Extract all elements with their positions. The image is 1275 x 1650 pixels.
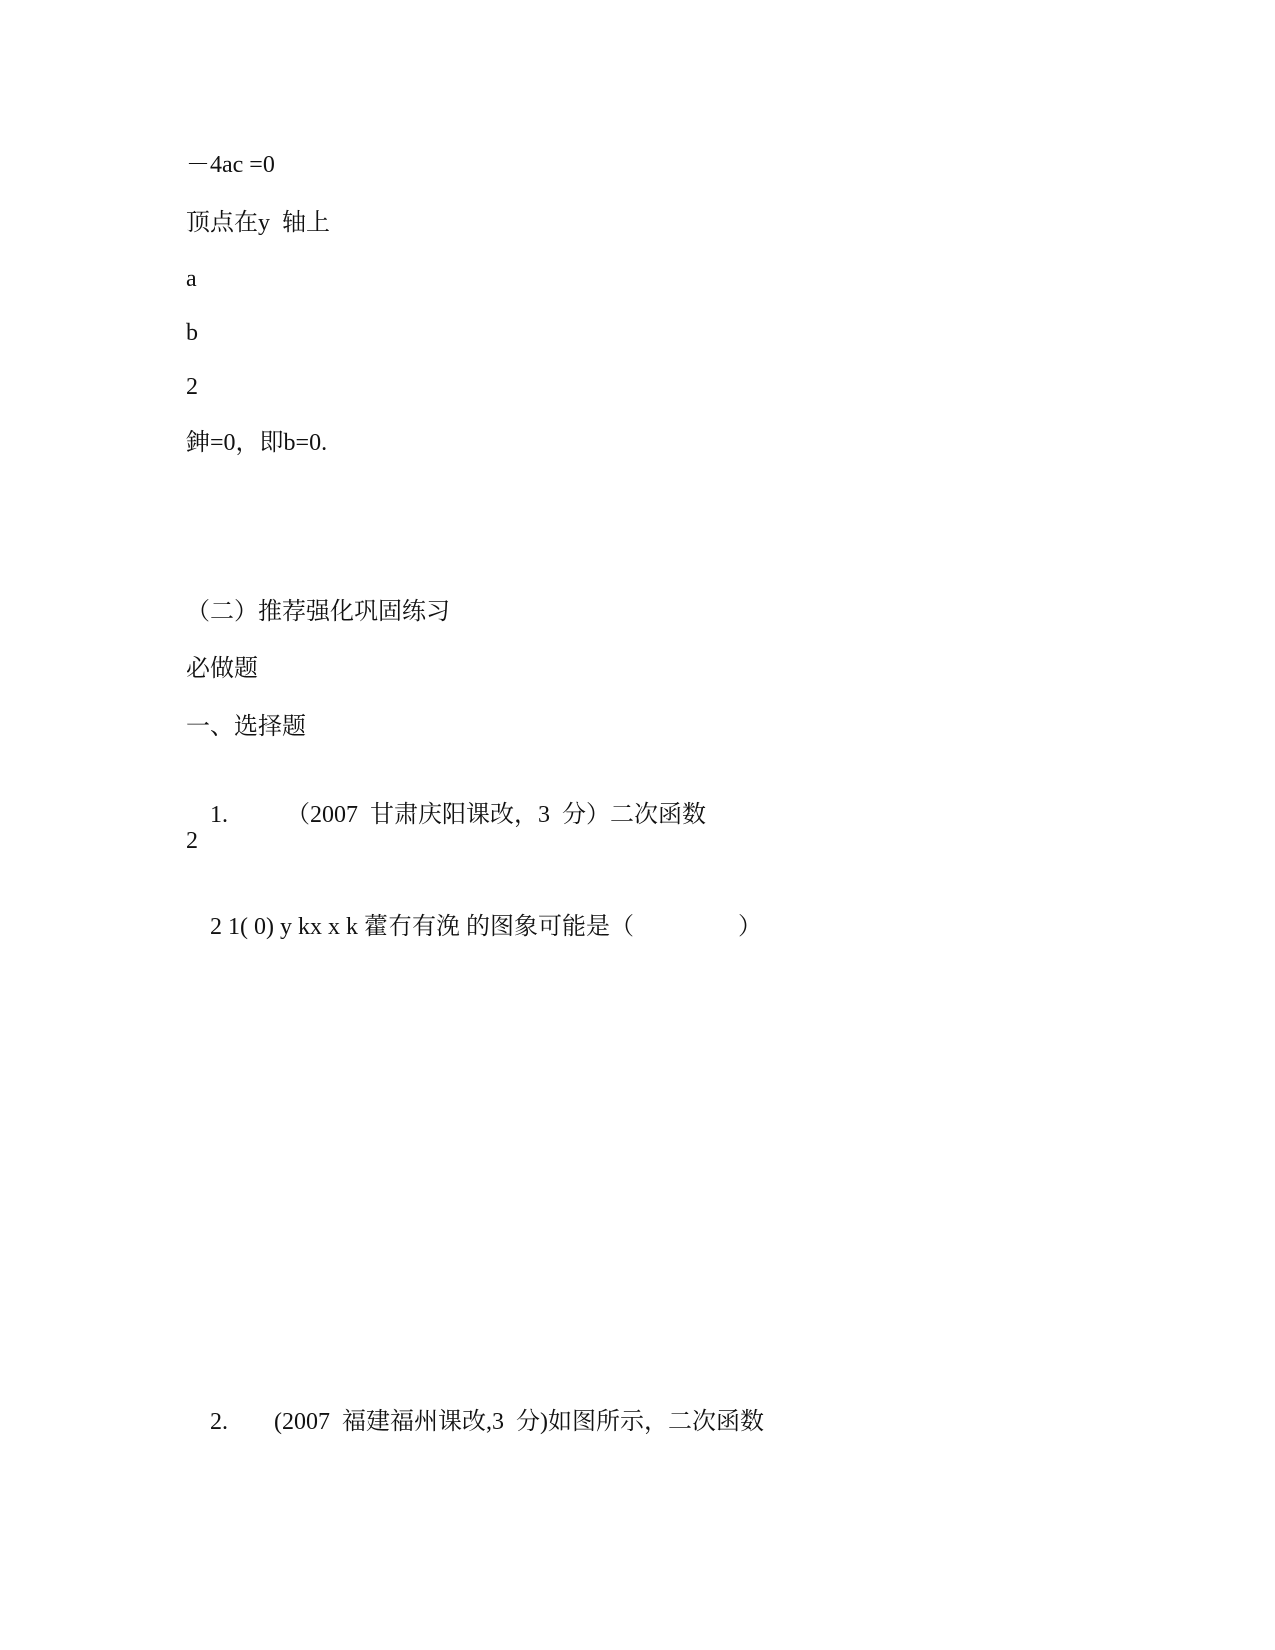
question-1-formula-line [186,882,762,972]
text-line-2: 2 [186,374,198,400]
question-1 [186,770,706,860]
question-1-superscript: 2 [186,828,198,854]
text-line-vertex: 顶点在y 轴上 [186,210,330,236]
question-2 [186,1377,764,1467]
question-1-formula: 2 1( 0) y kx x k 藿冇有浼 的图象可能是（ [210,914,634,940]
text-line-b-zero: 鉮=0，即b=0. [186,430,328,456]
text-line-a: a [186,266,197,292]
question-1-number: 1. [210,802,228,828]
section-heading: （二）推荐强化巩固练习 [186,599,450,625]
part-heading: 一、选择题 [186,714,306,740]
text-line-discriminant: －4ac =0 [186,152,275,178]
question-2-number: 2. [210,1409,228,1435]
text-line-b: b [186,320,198,346]
question-1-text: （2007 甘肃庆阳课改，3 分）二次函数 [286,802,706,828]
question-1-close-paren: ） [737,914,762,940]
question-2-text: (2007 福建福州课改,3 分)如图所示，二次函数 [274,1409,764,1435]
section-subheading: 必做题 [186,656,258,682]
